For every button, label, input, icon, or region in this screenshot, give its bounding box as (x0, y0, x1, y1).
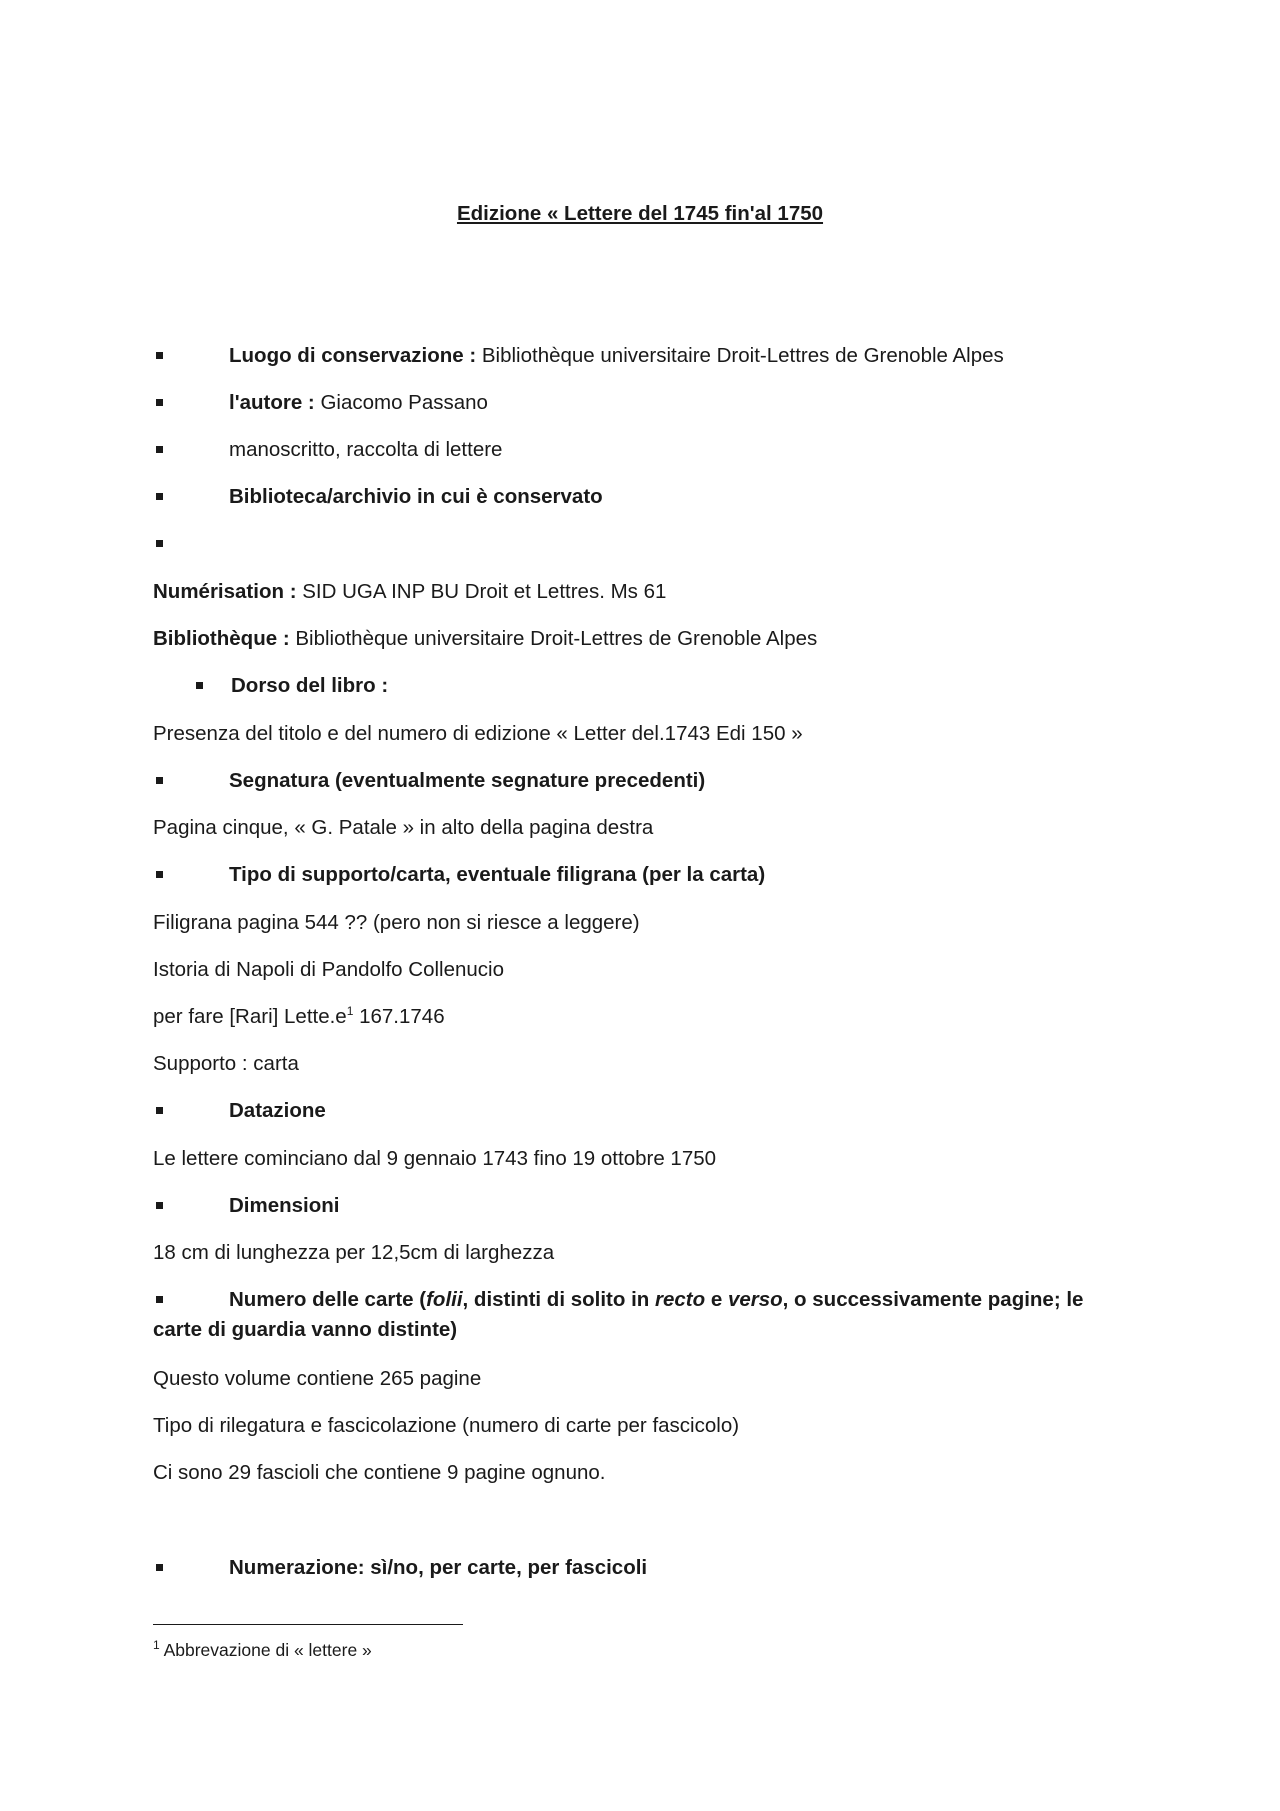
numerisation-label: Numérisation : (153, 580, 297, 603)
bullet-icon (156, 399, 163, 406)
bullet-icon (156, 1296, 163, 1303)
segnatura-heading: Segnatura (eventualmente segnature precedenti) (229, 769, 706, 792)
istoria-text: Istoria di Napoli di Pandolfo Collenucio (153, 958, 504, 981)
dorso-heading: Dorso del libro : (231, 674, 389, 697)
bullet-icon (156, 1202, 163, 1209)
datazione-heading: Datazione (229, 1099, 326, 1122)
numero-heading: Numero delle carte (folii, distinti di solito in recto e verso, o successivamente pagine; le (229, 1288, 1084, 1311)
autore-label: l'autore : (229, 391, 315, 414)
tipo-heading: Tipo di supporto/carta, eventuale filigrana (per la carta) (229, 863, 766, 886)
numerazione-heading: Numerazione: sì/no, per carte, per fascicoli (229, 1556, 648, 1579)
fascioli-text: Ci sono 29 fascioli che contiene 9 pagine ognuno. (153, 1461, 606, 1484)
numero-heading-line2: carte di guardia vanno distinte) (153, 1318, 458, 1341)
luogo-value: Bibliothèque universitaire Droit-Lettres de Grenoble Alpes (476, 344, 1004, 367)
filigrana-text: Filigrana pagina 544 ?? (pero non si riesce a leggere) (153, 911, 640, 934)
supporto-text: Supporto : carta (153, 1052, 299, 1075)
dorso-text: Presenza del titolo e del numero di edizione « Letter del.1743 Edi 150 » (153, 722, 803, 745)
bullet-icon (156, 871, 163, 878)
bibliotheque-value: Bibliothèque universitaire Droit-Lettres de Grenoble Alpes (289, 627, 818, 650)
segnatura-text: Pagina cinque, « G. Patale » in alto della pagina destra (153, 816, 654, 839)
datazione-text: Le lettere cominciano dal 9 gennaio 1743 fino 19 ottobre 1750 (153, 1147, 717, 1170)
autore-value: Giacomo Passano (314, 391, 488, 414)
bullet-icon (156, 493, 163, 500)
biblioteca-heading: Biblioteca/archivio in cui è conservato (229, 485, 603, 508)
footnote-ref: 1 (346, 1004, 354, 1019)
rilegatura-text: Tipo di rilegatura e fascicolazione (numero di carte per fascicolo) (153, 1414, 740, 1437)
bullet-icon (156, 1564, 163, 1571)
dimensioni-text: 18 cm di lunghezza per 12,5cm di larghezza (153, 1241, 555, 1264)
dimensioni-heading: Dimensioni (229, 1194, 340, 1217)
perfare-tail: 167.1746 (353, 1005, 445, 1028)
bullet-icon (156, 1107, 163, 1114)
luogo-label: Luogo di conservazione : (229, 344, 477, 367)
footnote-text: Abbrevazione di « lettere » (159, 1640, 372, 1660)
footnote (153, 1638, 372, 1662)
numerisation-line (153, 578, 666, 606)
manoscritto-text: manoscritto, raccolta di lettere (229, 438, 503, 461)
bullet-icon (156, 446, 163, 453)
bullet-icon (196, 682, 203, 689)
bullet-icon (156, 777, 163, 784)
numerisation-value: SID UGA INP BU Droit et Lettres. Ms 61 (296, 580, 667, 603)
perfare-text: per fare [Rari] Lette.e (153, 1005, 347, 1028)
bullet-icon (156, 352, 163, 359)
bullet-icon (156, 540, 163, 547)
bibliotheque-line (153, 625, 817, 653)
footnote-divider (153, 1624, 463, 1625)
perfare-line (153, 1003, 445, 1031)
volume-text: Questo volume contiene 265 pagine (153, 1367, 482, 1390)
document-title: Edizione « Lettere del 1745 fin'al 1750 (456, 202, 824, 225)
footnote-mark: 1 (153, 1638, 160, 1653)
bibliotheque-label: Bibliothèque : (153, 627, 290, 650)
